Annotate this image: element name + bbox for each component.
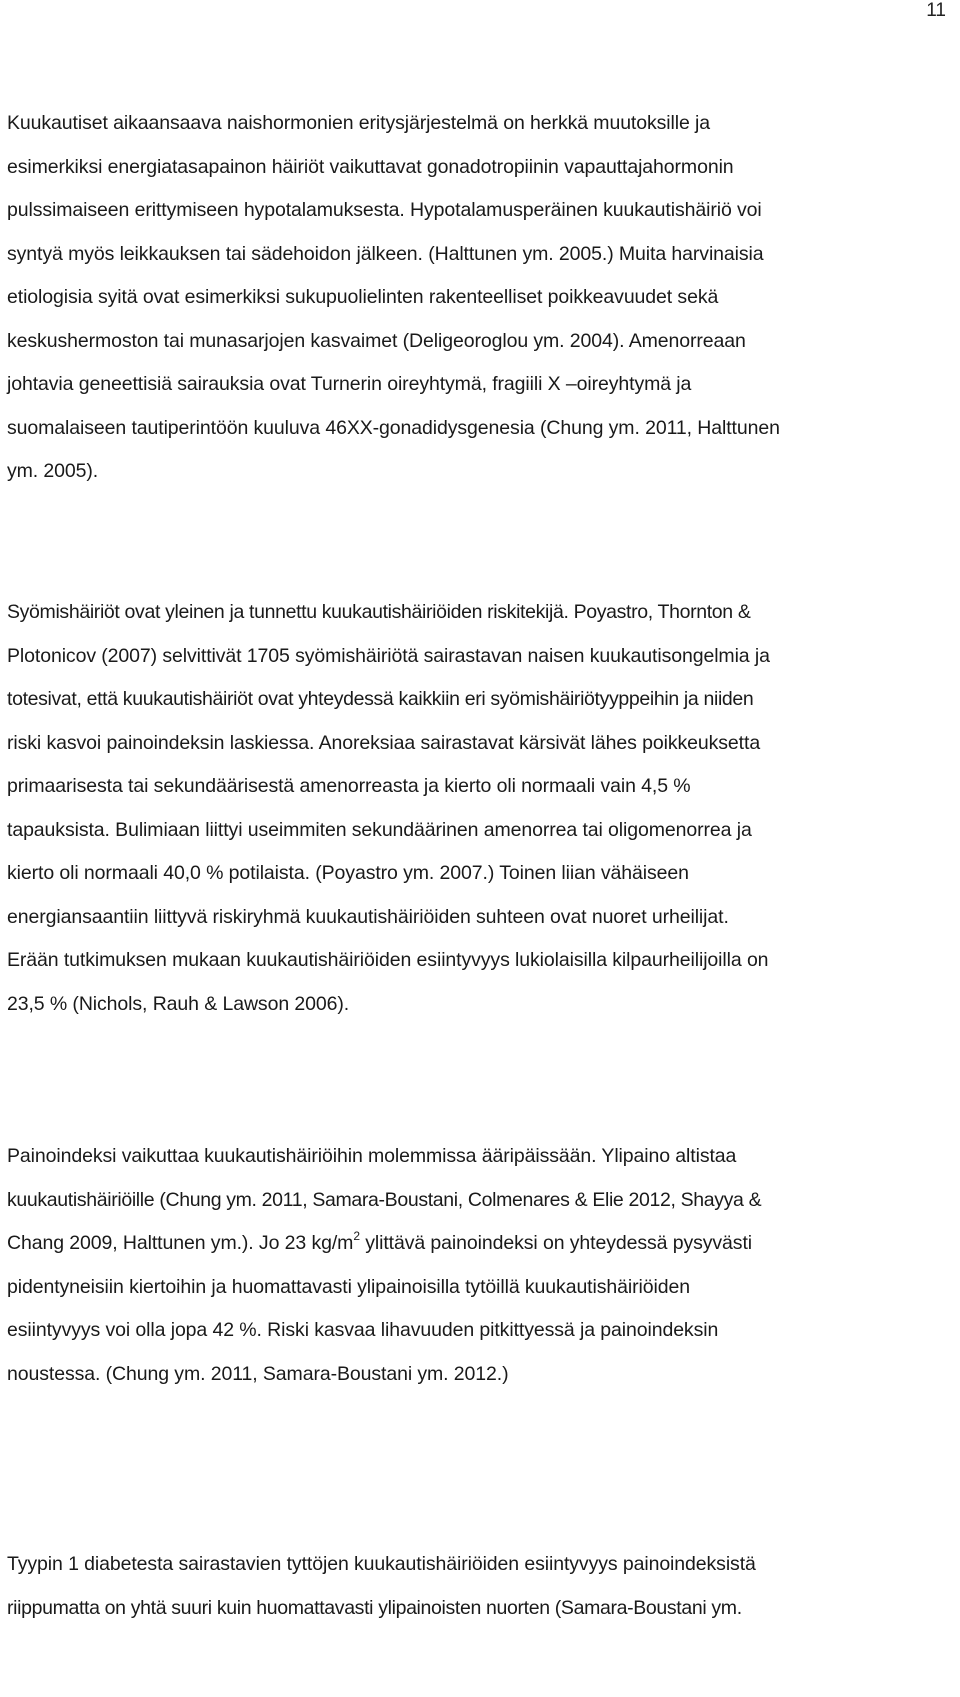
- text-line: riippumatta on yhtä suuri kuin huomattavasti ylipainoisten nuorten (Samara-Boustani ym.: [7, 1596, 742, 1619]
- text-line: Kuukautiset aikaansaava naishormonien eritysjärjestelmä on herkkä muutoksille ja: [7, 112, 711, 134]
- text-line: energiansaantiin liittyvä riskiryhmä kuukautishäiriöiden suhteen ovat nuoret urheilijat.: [7, 905, 729, 928]
- text-line-with-superscript: [7, 1222, 952, 1266]
- text-line: syntyä myös leikkauksen tai sädehoidon jälkeen. (Halttunen ym. 2005.) Muita harvinaisia: [7, 242, 764, 265]
- paragraph-body-mass-index: [7, 1135, 952, 1396]
- text-line: tapauksista. Bulimiaan liittyi useimmiten sekundäärinen amenorrea tai oligomenorrea ja: [7, 818, 752, 841]
- text-line: Syömishäiriöt ovat yleinen ja tunnettu kuukautishäiriöiden riskitekijä. Poyastro, Thornton &: [7, 601, 751, 623]
- text-line: esimerkiksi energiatasapainon häiriöt vaikuttavat gonadotropiinin vapauttajahormonin: [7, 155, 734, 178]
- text-line: johtavia geneettisiä sairauksia ovat Turnerin oireyhtymä, fragiili X –oireyhtymä ja: [7, 373, 692, 395]
- text-line: Plotonicov (2007) selvittivät 1705 syömishäiriötä sairastavan naisen kuukautisongelmia ja: [7, 644, 770, 667]
- text-line: 23,5 % (Nichols, Rauh & Lawson 2006).: [7, 992, 350, 1015]
- text-line: suomalaiseen tautiperintöön kuuluva 46XX-gonadidysgenesia (Chung ym. 2011, Halttunen: [7, 416, 780, 439]
- text-line: noustessa. (Chung ym. 2011, Samara-Boustani ym. 2012.): [7, 1362, 509, 1385]
- text-line: keskushermoston tai munasarjojen kasvaimet (Deligeoroglou ym. 2004). Amenorreaan: [7, 329, 746, 352]
- text-line: kuukautishäiriöille (Chung ym. 2011, Samara-Boustani, Colmenares & Elie 2012, Shayya &: [7, 1188, 762, 1211]
- text-line: esiintyvyys voi olla jopa 42 %. Riski kasvaa lihavuuden pitkittyessä ja painoindeksin: [7, 1319, 719, 1341]
- page-number: 11: [926, 0, 946, 21]
- text-line: totesivat, että kuukautishäiriöt ovat yhteydessä kaikkiin eri syömishäiriötyyppeihin ja niiden: [7, 688, 754, 710]
- text-line: kierto oli normaali 40,0 % potilaista. (Poyastro ym. 2007.) Toinen liian vähäiseen: [7, 862, 689, 884]
- paragraph-type1-diabetes: [7, 1543, 952, 1630]
- superscript: 2: [353, 1228, 360, 1243]
- text-segment: Chang 2009, Halttunen ym.). Jo 23 kg/m: [7, 1232, 354, 1254]
- text-line: ym. 2005).: [7, 460, 99, 482]
- text-line: pidentyneisiin kiertoihin ja huomattavasti ylipainoisilla tytöillä kuukautishäiriöiden: [7, 1275, 690, 1298]
- text-line: pulssimaiseen erittymiseen hypotalamuksesta. Hypotalamusperäinen kuukautishäiriö voi: [7, 199, 762, 221]
- text-line: etiologisia syitä ovat esimerkiksi sukupuolielinten rakenteelliset poikkeavuudet sekä: [7, 286, 719, 308]
- text-line: Tyypin 1 diabetesta sairastavien tyttöjen kuukautishäiriöiden esiintyvyys painoindeksistä: [7, 1553, 756, 1575]
- text-line: riski kasvoi painoindeksin laskiessa. Anoreksiaa sairastavat kärsivät lähes poikkeuksetta: [7, 731, 761, 754]
- text-segment: ylittävä painoindeksi on yhteydessä pysyvästi: [359, 1232, 753, 1254]
- text-line: primaarisesta tai sekundäärisestä amenorreasta ja kierto oli normaali vain 4,5 %: [7, 775, 691, 797]
- paragraph-eating-disorders: [7, 591, 952, 1026]
- paragraph-menstrual-hormones: [7, 102, 952, 494]
- text-line: Erään tutkimuksen mukaan kuukautishäiriöiden esiintyvyys lukiolaisilla kilpaurheilijoilla on: [7, 949, 769, 971]
- text-line: Painoindeksi vaikuttaa kuukautishäiriöihin molemmissa ääripäissään. Ylipaino altistaa: [7, 1145, 737, 1167]
